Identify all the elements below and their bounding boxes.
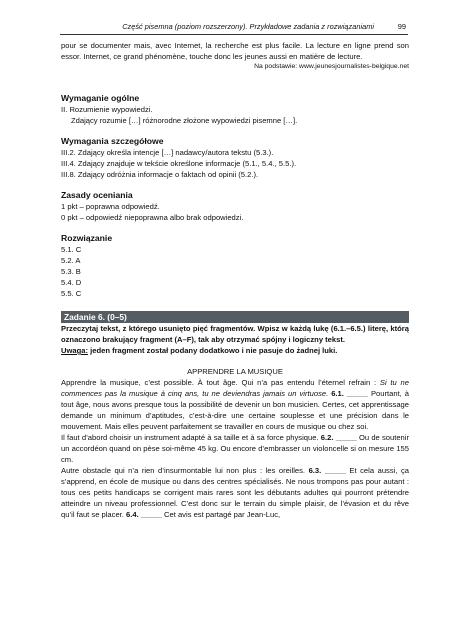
detailed-requirements-heading: Wymagania szczegółowe: [61, 136, 164, 146]
article-text: Il faut d’abord choisir un instrument adapté à sa taille et à sa force physique.: [61, 433, 319, 442]
solution-item: 5.4. D: [61, 278, 82, 287]
article-paragraph-2: [61, 432, 409, 465]
general-requirement-line: II. Rozumienie wypowiedzi.: [61, 105, 153, 114]
article-text: Autre obstacle qui n’a rien d’insurmontable lui non plus : les oreilles.: [61, 466, 306, 475]
detailed-requirement-item: III.8. Zdający odróżnia informacje o faktach od opinii (5.2.).: [61, 170, 259, 179]
header-title: Część pisemna (poziom rozszerzony). Przykładowe zadania z rozwiązaniami: [122, 22, 374, 31]
page-content: [61, 40, 409, 520]
article-text: Cet avis est partagé par Jean-Luc,: [164, 510, 281, 519]
solution-item: 5.2. A: [61, 256, 81, 265]
header-rule: [60, 34, 408, 35]
detailed-requirement-item: III.2. Zdający określa intencje […] nadawcy/autora tekstu (5.3.).: [61, 148, 274, 157]
solution-item: 5.3. B: [61, 267, 81, 276]
article-paragraph-3: [61, 465, 409, 520]
gap-6-3: 6.3. _____: [305, 466, 350, 475]
general-requirement-heading: Wymaganie ogólne: [61, 93, 140, 103]
article-quote: Si tu ne commences pas la musique à cinq ans, tu ne deviendras jamais un virtuose.: [61, 378, 409, 398]
task-title-bar: Zadanie 6. (0–5): [61, 311, 409, 323]
note-text: jeden fragment został podany dodatkowo i nie pasuje do żadnej luki.: [88, 346, 338, 355]
article-title: APPRENDRE LA MUSIQUE: [187, 367, 283, 376]
task-instruction: Przeczytaj tekst, z którego usunięto pięć fragmentów. Wpisz w każdą lukę (6.1.–6.5.) literę, którą oznaczono brakujący fragment (A–F), tak aby otrzymać spójny i logiczny tekst.: [61, 324, 409, 344]
note-label: Uwaga:: [61, 346, 89, 355]
solution-heading: Rozwiązanie: [61, 233, 113, 243]
page-header: [60, 22, 408, 36]
gap-6-1: 6.1. _____: [328, 389, 371, 398]
article-text: Et cela aussi, ça s’apprend, en école de musique ou dans des centres spécialisés. Ne nous trompons pas pour autant : tous ces petits handicaps se corrigent mais rares sont les débutants adultes qui pourront prétendre atteindre un niveau professionnel. C’est donc sur le terrain du simple plaisir, de l’évasion et du rêve qu’il faut se placer.: [61, 466, 409, 519]
article-paragraph-1: [61, 377, 409, 432]
page-number: 99: [397, 22, 406, 31]
solution-item: 5.5. C: [61, 289, 82, 298]
solution-item: 5.1. C: [61, 245, 82, 254]
article-text: Pourtant, à tout âge, nous avons presque tous la possibilité de devenir un bon musicien. Certes, cet apprentissage demande un minimum d’aptitudes, c’est-à-dire une certaine souplesse et une précision dans le mouvement. Mais elles peuvent parfaitement se travailler en cours de musique ou chez soi.: [61, 389, 409, 431]
scoring-item: 0 pkt – odpowiedź niepoprawna albo brak odpowiedzi.: [61, 213, 244, 222]
task-note: [61, 345, 409, 356]
scoring-item: 1 pkt – poprawna odpowiedź.: [61, 202, 160, 211]
general-requirement-detail: Zdający rozumie […] różnorodne złożone wypowiedzi pisemne […].: [71, 116, 298, 125]
gap-6-4: 6.4. _____: [123, 510, 165, 519]
article-text: Ou de soutenir un accordéon quand on pèse soi-même 45 kg. Ou encore d’embrasser un violoncelle si on mesure 155 cm.: [61, 433, 409, 464]
gap-6-2: 6.2. _____: [318, 433, 359, 442]
detailed-requirement-item: III.4. Zdający znajduje w tekście określone informacje (5.1., 5.4., 5.5.).: [61, 159, 297, 168]
source-note: Na podstawie: www.jeunesjournalistes-belgique.net: [254, 63, 409, 70]
scoring-heading: Zasady oceniania: [61, 190, 133, 200]
intro-paragraph: pour se documenter mais, avec Internet, la recherche est plus facile. La lecture en ligne prend son essor. Internet, ce grand phénomène, touche donc les jeunes aussi en matière de lecture.: [61, 41, 409, 61]
article-text: Apprendre la musique, c’est possible. À tout âge. Qui n’a pas entendu l’éternel refrain :: [61, 378, 380, 387]
